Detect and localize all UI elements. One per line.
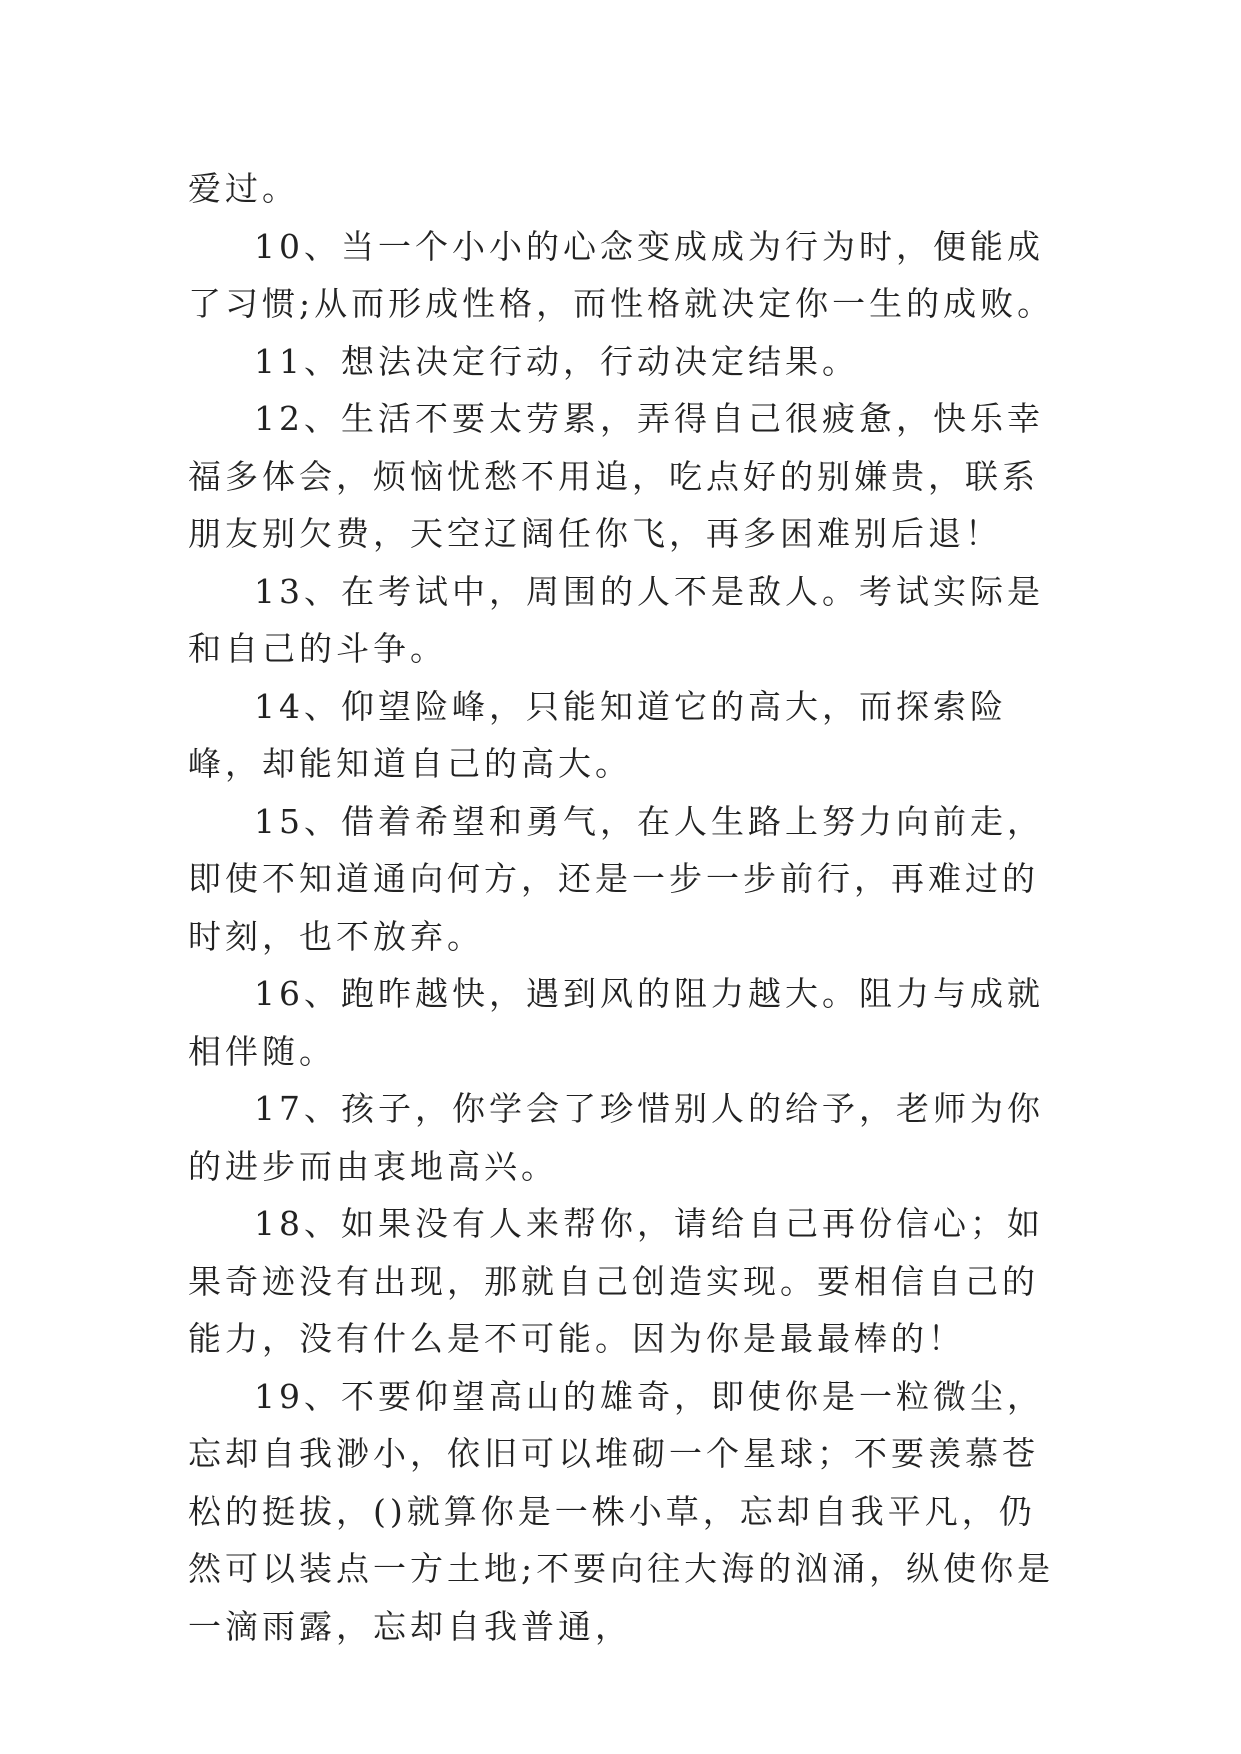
paragraph-11: 11、想法决定行动，行动决定结果。: [254, 341, 859, 381]
paragraph-13: 13、在考试中，周围的人不是敌人。考试实际是和自己的斗争。: [188, 571, 1044, 668]
paragraph-continuation: 爱过。: [188, 169, 299, 208]
document-body: [188, 160, 1058, 1655]
paragraph-15: 15、借着希望和勇气，在人生路上努力向前走，即使不知道通向何方，还是一步一步前行，再难过的时刻，也不放弃。: [188, 801, 1044, 956]
paragraph-16: 16、跑昨越快，遇到风的阻力越大。阻力与成就相伴随。: [188, 974, 1044, 1071]
paragraph-12: 12、生活不要太劳累，弄得自己很疲惫，快乐幸福多体会，烦恼忧愁不用追，吃点好的别嫌贵，联系朋友别欠费，天空辽阔任你飞，再多困难别后退！: [188, 399, 1044, 553]
paragraph-10: 10、当一个小小的心念变成成为行为时，便能成了习惯;从而形成性格，而性格就决定你一生的成败。: [188, 226, 1055, 323]
paragraph-18: 18、如果没有人来帮你，请给自己再份信心；如果奇迹没有出现，那就自己创造实现。要相信自己的能力，没有什么是不可能。因为你是最最棒的！: [188, 1204, 1044, 1358]
paragraph-19: 19、不要仰望高山的雄奇，即使你是一粒微尘，忘却自我渺小，依旧可以堆砌一个星球；不要羡慕苍松的挺拔，()就算你是一株小草，忘却自我平凡，仍然可以装点一方土地;不要向往大海的汹涌，纵使你是一滴雨露，忘却自我普通，: [188, 1376, 1055, 1646]
paragraph-17: 17、孩子，你学会了珍惜别人的给予，老师为你的进步而由衷地高兴。: [188, 1089, 1044, 1186]
paragraph-14: 14、仰望险峰，只能知道它的高大，而探索险峰，却能知道自己的高大。: [188, 686, 1007, 783]
